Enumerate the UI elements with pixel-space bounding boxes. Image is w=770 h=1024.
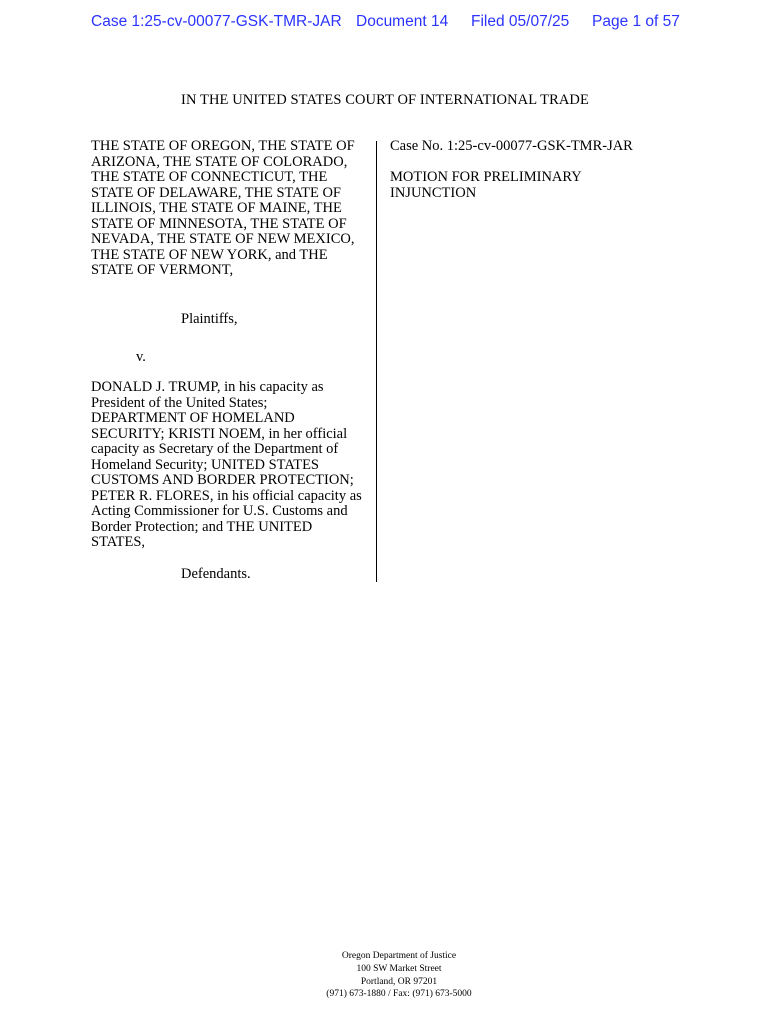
court-title: IN THE UNITED STATES COURT OF INTERNATIONAL TRADE [181,92,589,108]
ecf-case-number: Case 1:25-cv-00077-GSK-TMR-JAR [91,13,342,30]
plaintiffs-list: THE STATE OF OREGON, THE STATE OF ARIZONA, THE STATE OF COLORADO, THE STATE OF CONNECTICUT, THE STATE OF DELAWARE, THE STATE OF ILLINOIS, THE STATE OF MAINE, THE STATE OF MINNESOTA, THE STATE OF NEVADA, THE STATE OF NEW MEXICO, THE STATE OF NEW YORK, and THE STATE OF VERMONT, [91,138,355,278]
ecf-filing-header [91,13,691,35]
case-number: Case No. 1:25-cv-00077-GSK-TMR-JAR [390,138,633,154]
caption-divider-line [376,141,377,582]
defendants-list: DONALD J. TRUMP, in his capacity as President of the United States; DEPARTMENT OF HOMELAND SECURITY; KRISTI NOEM, in her official capacity as Secretary of the Department of Homeland Security; UNITED STATES CUSTOMS AND BORDER PROTECTION; PETER R. FLORES, in his official capacity as Acting Commissioner for U.S. Customs and Border Protection; and THE UNITED STATES, [91,379,362,550]
caption-parties-column [91,139,376,279]
versus-label: v. [136,349,146,365]
footer-phone-fax: (971) 673-1880 / Fax: (971) 673-5000 [326,989,472,1000]
footer-street: 100 SW Market Street [356,963,442,974]
footer-city: Portland, OR 97201 [360,976,438,987]
defendants-label: Defendants. [181,566,251,582]
plaintiffs-label: Plaintiffs, [181,311,238,327]
ecf-document-number: Document 14 [356,13,449,30]
page-footer [0,950,770,1001]
document-type: MOTION FOR PRELIMINARY INJUNCTION [390,169,582,201]
ecf-page-count: Page 1 of 57 [592,13,680,30]
caption-case-column [390,138,690,201]
footer-office: Oregon Department of Justice [341,951,457,961]
ecf-filed-date: Filed 05/07/25 [471,13,570,30]
